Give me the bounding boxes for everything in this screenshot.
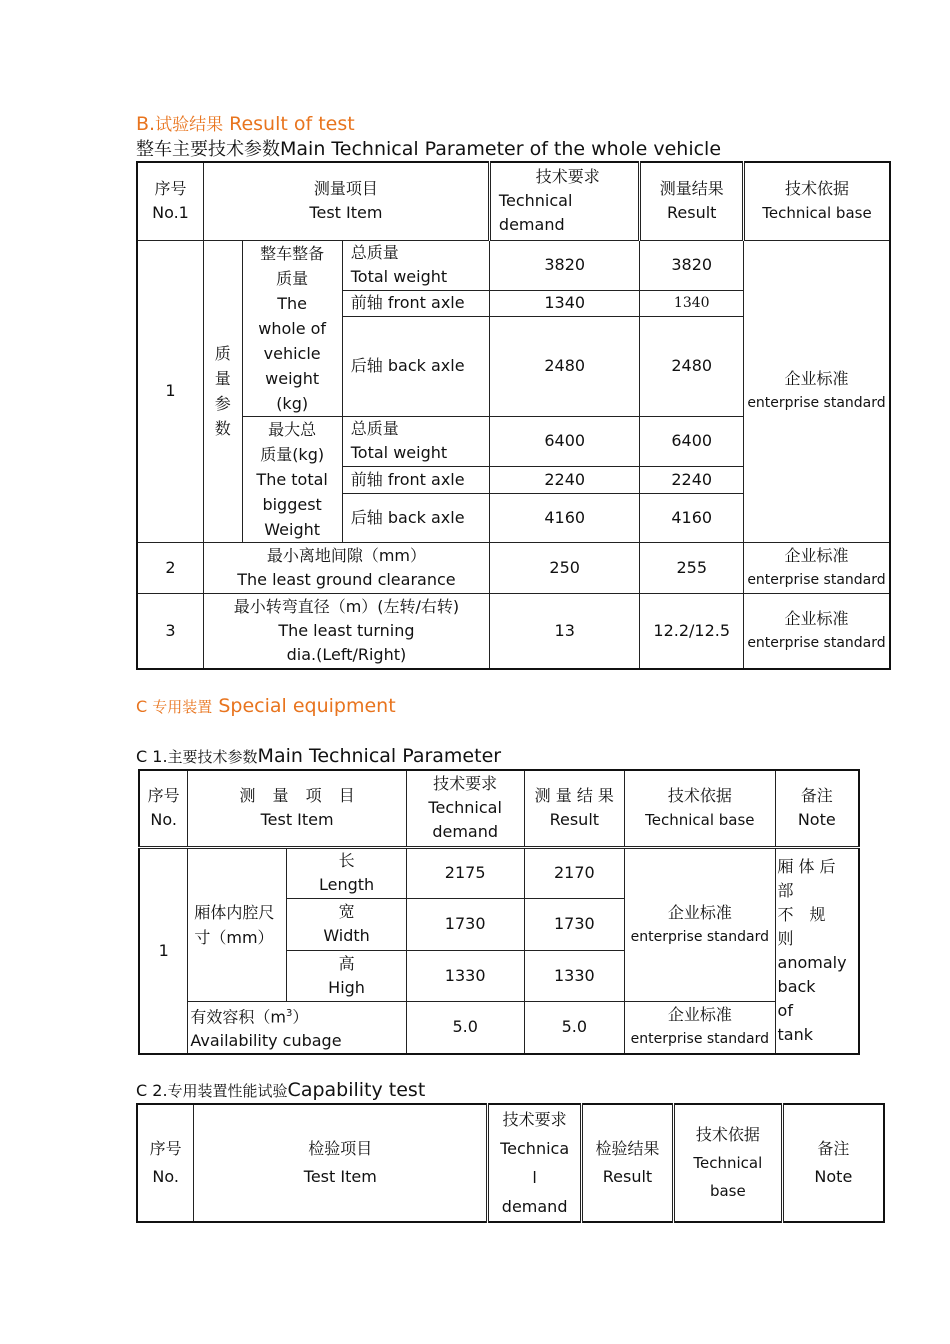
curb-en: weight: [265, 368, 320, 388]
max-cn1: 最大总: [268, 419, 317, 439]
sub-item-en: Total weight: [350, 267, 448, 287]
c1-cavity-cn: 厢体内腔尺寸（mm）: [194, 902, 275, 947]
table-row: [139, 847, 859, 898]
result-cell: 2170: [524, 847, 625, 898]
c2-header-no-cn: 序号: [149, 1139, 182, 1158]
base-en: enterprise standard: [747, 634, 886, 651]
table-row: [137, 542, 890, 593]
table-row: [139, 1001, 859, 1054]
c1-header-demand-en2: demand: [432, 822, 498, 842]
c2-header-demand-en3: demand: [501, 1197, 568, 1216]
c1-cubage-close: ）: [292, 1006, 309, 1026]
header-result-en: Result: [667, 203, 717, 223]
demand-cell: 5.0: [406, 1001, 524, 1054]
row2-no: 2: [137, 542, 203, 593]
max-en: Weight: [264, 519, 321, 539]
base-cn: 企业标准: [784, 545, 849, 565]
c1-cavity: [188, 847, 287, 1001]
base-en: enterprise standard: [630, 928, 769, 945]
demand-cell: 3820: [489, 240, 640, 290]
row3-item-en1: The least turning: [278, 620, 415, 640]
table-row: [137, 593, 890, 669]
table-header-row: [137, 1104, 884, 1222]
table-header-row: [137, 162, 890, 240]
c2-header-no-en: No.: [152, 1167, 179, 1186]
c2-header-item-cn: 检验项目: [308, 1139, 373, 1158]
c2-title: [136, 1079, 425, 1102]
curb-cn2: 质量: [276, 268, 309, 288]
c1-title: [136, 745, 501, 768]
demand-cell: 2175: [406, 847, 524, 898]
c1-title-prefix: C 1.: [136, 747, 168, 766]
result-cell: 1730: [524, 898, 625, 950]
c2-header-result-cn: 检验结果: [595, 1139, 660, 1158]
c1-base: [625, 847, 775, 1001]
result-cell: 1330: [524, 950, 625, 1001]
c1-dim: [287, 950, 407, 1001]
row3-base: [743, 593, 890, 669]
sub-item: [342, 316, 489, 416]
c1-dim: [287, 847, 407, 898]
section-c-title-cn: 专用装置: [152, 698, 213, 716]
c2-header-demand-en1: Technica: [500, 1139, 570, 1158]
c2-header-note-cn: 备注: [817, 1139, 850, 1158]
c2-header-demand-en2: l: [532, 1168, 537, 1187]
c2-title-cn: 专用装置性能试验: [167, 1082, 288, 1100]
header-no-cn: 序号: [154, 179, 187, 199]
header-demand-en2: demand: [498, 215, 565, 235]
c1-header-demand: [406, 770, 524, 847]
base-en: enterprise standard: [630, 1031, 769, 1048]
c1-dim-en: Length: [318, 875, 375, 894]
sub-item: [342, 493, 489, 542]
curb-cn1: 整车整备: [260, 243, 325, 263]
sub-item: [342, 290, 489, 316]
c1-header-note: [775, 770, 859, 847]
max-cn2: 质量(kg): [260, 444, 325, 464]
c2-header-base-cn: 技术依据: [695, 1125, 760, 1144]
section-b-title-cn: 试验结果: [155, 115, 224, 135]
demand-cell: 6400: [489, 416, 640, 467]
c1-note-en: anomaly: [777, 952, 847, 972]
c2-header-base: [673, 1104, 782, 1222]
result-cell: 12.2/12.5: [640, 593, 744, 669]
c1-dim-cn: 长: [338, 851, 355, 870]
demand-cell: 1730: [406, 898, 524, 950]
base-cn: 企业标准: [784, 608, 849, 628]
header-demand-en1: Technical: [498, 191, 573, 211]
result-cell: 2480: [640, 316, 744, 416]
section-b-title: [136, 113, 355, 136]
header-result-cn: 测量结果: [659, 179, 724, 199]
c1-dim: [287, 898, 407, 950]
section-b-subtitle-cn: 整车主要技术参数: [136, 139, 280, 160]
vehicle-parameter-table: [136, 161, 891, 670]
c1-header-base-cn: 技术依据: [667, 786, 732, 806]
c1-note-cn2: 不规则: [777, 904, 842, 948]
row1-base: [743, 240, 890, 542]
header-item-cn: 测量项目: [313, 179, 378, 199]
header-result: [640, 162, 744, 240]
curb-en: vehicle: [263, 343, 321, 363]
c1-dim-en: Width: [323, 926, 370, 945]
row1-group-text: 质量参数: [214, 344, 231, 438]
base-cn: 企业标准: [667, 902, 732, 922]
section-b-subtitle: [136, 138, 721, 161]
c2-header-result: [582, 1104, 674, 1222]
c1-note-en: of: [777, 1000, 793, 1020]
c2-header-demand-cn: 技术要求: [502, 1110, 567, 1129]
section-b-subtitle-en: Main Technical Parameter of the whole vehicle: [280, 138, 722, 160]
row2-base: [743, 542, 890, 593]
sub-item: [342, 240, 489, 290]
base-cn: 企业标准: [667, 1005, 732, 1025]
c1-note-en: tank: [777, 1024, 814, 1044]
row1-max-weight: [242, 416, 342, 542]
section-b-title-en: Result of test: [223, 113, 355, 135]
c1-no: 1: [139, 847, 188, 1054]
c1-header-no-en: No.: [150, 810, 177, 830]
c1-dim-en: High: [328, 977, 365, 997]
sub-item-cn: 后轴: [350, 507, 383, 527]
section-c-prefix: C: [136, 697, 153, 716]
c2-header-base-en1: Technical: [693, 1154, 763, 1172]
c2-header-base-en2: base: [709, 1182, 746, 1200]
demand-cell: 13: [489, 593, 640, 669]
c1-dim-cn: 高: [338, 953, 355, 973]
sub-item: [342, 416, 489, 467]
header-no-en: No.1: [152, 203, 189, 223]
c1-dim-cn: 宽: [338, 902, 355, 921]
c1-note-en: back: [777, 976, 816, 996]
result-cell: 6400: [640, 416, 744, 467]
row1-group: [203, 240, 242, 542]
row3-item-en2: dia.(Left/Right): [286, 644, 407, 664]
c1-cubage-en: Availability cubage: [190, 1030, 342, 1050]
demand-cell: 1340: [489, 290, 640, 316]
sub-item-en: back axle: [387, 356, 465, 376]
table-header-row: [139, 770, 859, 847]
row3-item: [203, 593, 489, 669]
header-base-cn: 技术依据: [784, 179, 849, 199]
demand-cell: 2240: [489, 467, 640, 493]
section-b-prefix: B.: [136, 113, 156, 135]
base-en: enterprise standard: [747, 571, 886, 588]
result-cell: 4160: [640, 493, 744, 542]
c1-header-no-cn: 序号: [147, 786, 180, 806]
c2-header-item-en: Test Item: [303, 1167, 377, 1186]
c1-header-no: [139, 770, 188, 847]
demand-cell: 4160: [489, 493, 640, 542]
c1-header-note-en: Note: [797, 810, 836, 830]
row1-no: 1: [137, 240, 203, 542]
result-cell: 5.0: [524, 1001, 625, 1054]
c1-title-en: Main Technical Parameter: [257, 745, 502, 767]
c1-note-cn1: 厢体后部: [777, 856, 841, 900]
c1-cubage-base: [625, 1001, 775, 1054]
result-cell: 255: [640, 542, 744, 593]
sub-item-en: front axle: [387, 470, 465, 489]
c2-header-no: [137, 1104, 194, 1222]
c1-header-demand-cn: 技术要求: [433, 774, 498, 794]
c1-header-base-en: Technical base: [645, 811, 755, 830]
sub-item-cn: 总质量: [350, 243, 399, 263]
sub-item-en: front axle: [387, 293, 465, 313]
c2-title-en: Capability test: [287, 1079, 426, 1101]
result-cell: 1340: [640, 290, 744, 316]
c1-header-base: [625, 770, 775, 847]
curb-en: The: [277, 293, 308, 313]
row2-item-en: The least ground clearance: [237, 569, 456, 589]
base-en: enterprise standard: [747, 395, 886, 411]
c1-header-item: [188, 770, 406, 847]
c2-capability-table: [136, 1103, 885, 1223]
header-item-en: Test Item: [309, 203, 383, 223]
section-c-title: [136, 695, 396, 718]
c1-parameter-table: [138, 769, 860, 1055]
result-cell: 3820: [640, 240, 744, 290]
base-cn: 企业标准: [784, 369, 849, 388]
sub-item-en: Total weight: [350, 443, 448, 463]
c2-header-note-en: Note: [814, 1167, 853, 1186]
c2-header-note: [782, 1104, 884, 1222]
sub-item-cn: 总质量: [350, 419, 399, 439]
sub-item-cn: 后轴: [350, 356, 383, 376]
sub-item-en: back axle: [387, 507, 465, 527]
c1-note: [775, 847, 859, 1054]
c2-header-result-en: Result: [602, 1167, 653, 1186]
result-cell: 2240: [640, 467, 744, 493]
c1-header-note-cn: 备注: [800, 786, 833, 806]
sub-item-cn: 前轴: [350, 470, 383, 489]
max-en: The total: [256, 469, 328, 489]
c1-cubage: [188, 1001, 406, 1054]
section-c-title-en: Special equipment: [212, 695, 396, 717]
table-row: [137, 240, 890, 290]
header-base: [743, 162, 890, 240]
header-demand: [489, 162, 640, 240]
c1-header-demand-en1: Technical: [428, 798, 502, 818]
header-demand-cn: 技术要求: [535, 167, 600, 187]
row1-curb-weight: [242, 240, 342, 416]
max-en: biggest: [262, 494, 322, 514]
sub-item-cn: 前轴: [350, 293, 383, 313]
c1-header-result-en: Result: [549, 810, 600, 830]
c1-cubage-sup: 3: [285, 1007, 293, 1019]
c1-cubage-cn: 有效容积（m: [190, 1006, 286, 1026]
c1-title-cn: 主要技术参数: [167, 748, 258, 766]
c1-cubage-cn-line: [190, 1002, 403, 1029]
demand-cell: 1330: [406, 950, 524, 1001]
row2-item-cn: 最小离地间隙（mm）: [266, 545, 427, 565]
header-base-en: Technical base: [762, 204, 872, 223]
header-no: [137, 162, 203, 240]
header-item: [203, 162, 489, 240]
c2-header-demand: [488, 1104, 582, 1222]
row3-item-cn: 最小转弯直径（m）(左转/右转): [233, 596, 460, 616]
c1-header-result: [524, 770, 625, 847]
c2-title-prefix: C 2.: [136, 1081, 168, 1100]
row2-item: [203, 542, 489, 593]
row3-no: 3: [137, 593, 203, 669]
curb-en: whole of: [258, 318, 327, 338]
sub-item: [342, 467, 489, 493]
demand-cell: 2480: [489, 316, 640, 416]
c1-header-result-cn: 测 量 结 果: [534, 786, 614, 806]
c1-header-item-cn: 测 量 项 目: [239, 786, 355, 806]
demand-cell: 250: [489, 542, 640, 593]
curb-en: (kg): [276, 393, 309, 413]
c2-header-item: [194, 1104, 488, 1222]
c1-header-item-en: Test Item: [260, 810, 334, 830]
